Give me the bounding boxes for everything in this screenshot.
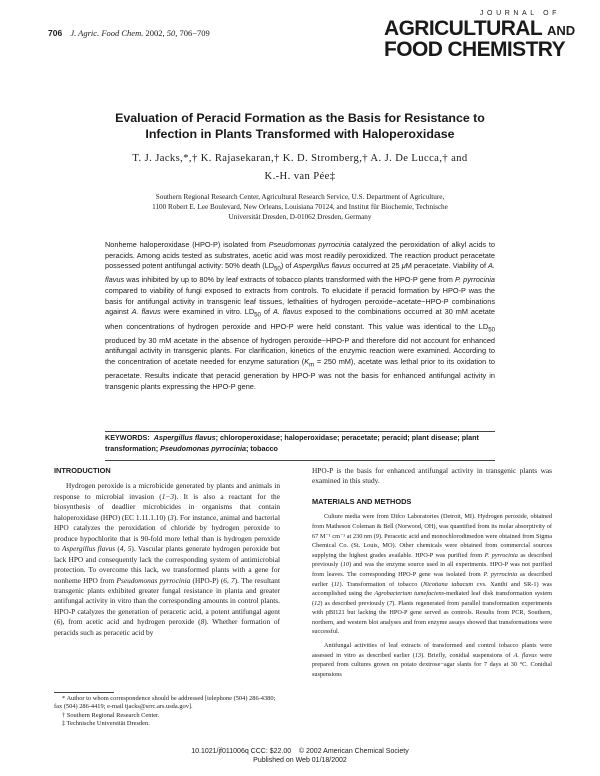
keywords-list	[105, 433, 479, 453]
right-column	[312, 466, 552, 679]
keywords-label: KEYWORDS:	[105, 433, 150, 442]
section-heading-introduction: INTRODUCTION	[54, 466, 111, 475]
logo-line3: FOOD CHEMISTRY	[384, 38, 565, 61]
introduction-continued: HPO-P is the basis for enhanced antifungal activity in transgenic plants was examined in this study.	[312, 466, 552, 486]
keywords-bottom-rule	[105, 460, 495, 461]
footnotes	[54, 695, 284, 728]
page-number: 706	[48, 28, 63, 38]
keyword-fragment: ; chloroperoxidase; haloperoxidase; peracetate; peracid; plant disease; plant transformation;	[105, 433, 479, 453]
abstract: Nonheme haloperoxidase (HPO-P) isolated from Pseudomonas pyrrocinia catalyzed the peroxidation of alkyl acids to peracids. Among acids tested as substrates, acetic acid was most readily peroxidized. The reaction product peracetate possessed potent antifungal activity: 50% death $(LD_{50})$ of Aspergillus flavus occurred at 25 μM peracetate. Viability of A. flavus was inhibited by up to 80% by leaf extracts of tobacco plants transformed with the HPO-P gene from P. pyrrocinia compared to viability of fungi exposed to extracts from controls. To elucidate if peracid formation by HPO-P was the basis for antifungal activity in transgenic leaf tissues, lethalities of hydrogen peroxide−acetate−HPO-P combinations against A. flavus were examined in vitro. $LD_{50}$ of A. flavus exposed to the combinations occurred at 30 mM acetate when concentrations of hydrogen peroxide and HPO-P were held constant. This value was identical to the $LD_{50}$ produced by 30 mM acetate in the absence of hydrogen peroxide−HPO-P and therefore did not account for enhanced antifungal activity in transgenic plants. For clarification, kinetics of the enzymic reaction were examined. According to the concentration of acetate needed for enzyme saturation ($K_m = 250$ mM), acetate was lethal prior to its oxidation to peracetate. Results indicate that peracid generation by HPO-P was not the basis for enhanced antifungal activity in transgenic plants expressing the HPO-P gene.	[105, 240, 495, 391]
keywords-top-rule	[105, 431, 495, 432]
citation-journal: J. Agric. Food Chem.	[70, 28, 144, 38]
footnote-affiliation-1: † Southern Regional Research Center.	[62, 711, 160, 719]
footnote-affiliation-2: ‡ Technische Universität Dresden.	[62, 719, 150, 727]
publication-date: Published on Web 01/18/2002	[253, 757, 347, 764]
footnote-rule	[54, 692, 114, 693]
introduction-paragraph: Hydrogen peroxide is a microbicide generated by plants and animals in response to microbial invasion (1−3). It is also a reactant for the biosynthesis of deadlier microbicides in organisms that contain haloperoxidase (HPO) (EC 1.11.1.10) (3). For instance, animal and bacterial HPO catalyzes the peroxidation of chloride by hydrogen peroxide to produce hypochlorite that is 90-fold more lethal than is hydrogen peroxide to Aspergillus flavus (4, 5). Vascular plants generate hydrogen peroxide but lack HPO and consequently lack the corresponding system of antimicrobial protection. To overcome this lack, we transformed plants with a gene for nonheme HPO from Pseudomonas pyrrocinia (HPO-P) (6, 7). The resultant transgenic plants exhibited greater fungal resistance in planta and greater antifungal activity in vitro than the corresponding amounts in control plants. HPO-P catalyzes the generation of peracetic acid, a potent antifungal agent (6), from acetic acid and hydrogen peroxide (8). Whether formation of peracids such as peracetic acid by	[54, 481, 281, 637]
doi-line: 10.1021/jf011006q CCC: $22.00 © 2002 American Chemical Society	[191, 748, 409, 755]
left-column	[54, 466, 280, 638]
footnote-correspondence: * Author to whom correspondence should be addressed [telephone (504) 286-4380; fax (504) 286-4419; e-mail tjacks@srrc.ars.usda.gov].	[54, 695, 276, 711]
citation-volume: 50,	[166, 28, 178, 38]
author-list: T. J. Jacks,*,† K. Rajasekaran,† K. D. Stromberg,† A. J. De Lucca,† and K.-H. van Pée‡	[132, 153, 468, 182]
logo-line1: JOURNAL OF	[479, 10, 560, 17]
keyword-fragment: ; tobacco	[245, 443, 278, 453]
citation-year: 2002,	[143, 28, 167, 38]
article-title: Evaluation of Peracid Formation as the Basis for Resistance to Infection in Plants Transformed with Haloperoxidase	[115, 111, 485, 141]
section-heading-methods: MATERIALS AND METHODS	[312, 496, 412, 506]
keywords	[105, 433, 495, 454]
methods-paragraph-2: Antifungal activities of leaf extracts of transformed and control tobacco plants were assessed in vitro as described earlier (13). Briefly, conidial suspensions of A. flavus were prepared from cultures grown on potato dextrose−agar slants for 7 days at 30 °C. Conidial suspensions	[312, 642, 552, 678]
logo-line2: AGRICULTURAL AND	[384, 17, 576, 40]
citation-pages: 706−709	[177, 28, 210, 38]
affiliation: Southern Regional Research Center, Agricultural Research Service, U.S. Department of Agriculture, 1100 Robert E. Lee Boulevard, New Orleans, Louisiana 70124, and Institut für Biochemie, Technische Universität Dresden, D-01062 Dresden, Germany	[152, 193, 448, 221]
journal-logo	[384, 10, 576, 61]
keyword-fragment: Pseudomonas pyrrocinia	[160, 443, 246, 453]
methods-paragraph-1: Culture media were from Difco Laboratories (Detroit, MI). Hydrogen peroxide, obtained from Matheson Coleman & Bell (Norwood, OH), was quantified from its molar absorptivity of 67 M⁻¹ cm⁻¹ at 230 nm (9). Peracetic acid and monochlorodimedon were obtained from Sigma Chemical Co. (St. Louis, MO). Other chemicals were obtained from commercial sources supplying the highest grades available. HPO-P was purified from P. pyrrocinia as described previously (10) and was the enzyme source used in all experiments. HPO-P was not purified from leaves. The corresponding HPO-P gene was isolated from P. pyrrocinia as described earlier (11). Transformation of tobacco (Nicotiana tabacum cvs. Xanthi and SR-1) was accomplished using the Agrobacterium tumefaciens-mediated leaf disk transformation system (12) as described previously (7). Plants regenerated from parallel transformation experiments with pBI121 but lacking the HPO-P gene served as controls. Results from PCR, Southern, northern, and western blot analyses and from enzyme assays showed that transformations were successful.	[312, 513, 553, 636]
keyword-fragment: Aspergillus flavus	[153, 433, 216, 442]
running-header	[48, 28, 210, 38]
doi-footer	[0, 747, 600, 765]
